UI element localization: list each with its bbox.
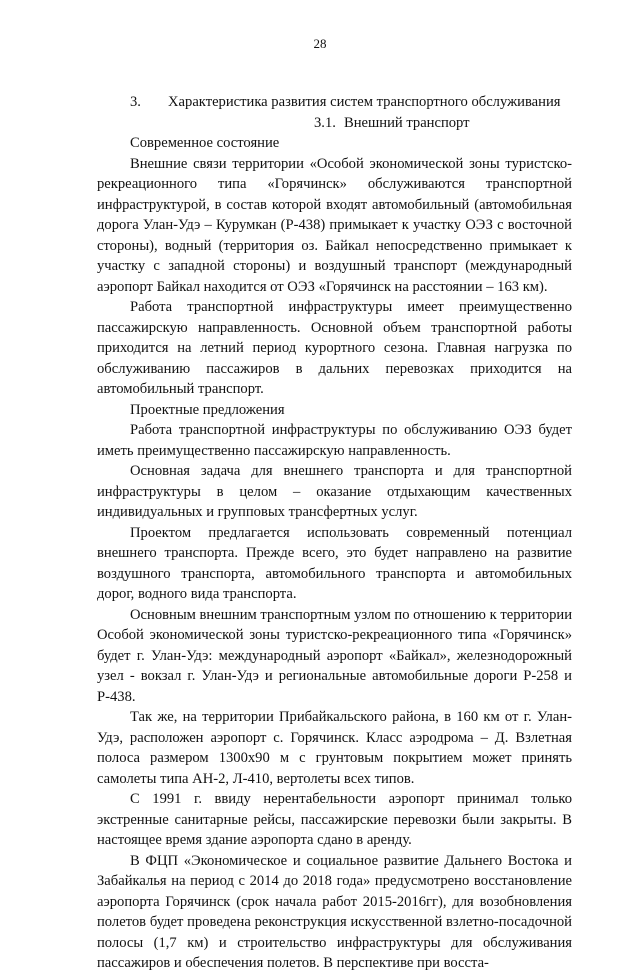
paragraph: С 1991 г. ввиду нерентабельности аэропорт принимал только экстренные санитарные рейсы, пассажирские перевозки были закрыты. В настоящее время здание аэропорта сдано в аренду. xyxy=(97,791,572,848)
paragraph: Работа транспортной инфраструктуры имеет преимущественно пассажирскую направленность. Основной объем транспортной работы приходится на летний период курортного сезона. Главная нагрузка по обслуживанию пассажиров в дальних перевозках приходится на автомобильный транспорт. xyxy=(97,299,572,397)
paragraph: Так же, на территории Прибайкальского района, в 160 км от г. Улан-Удэ, расположен аэропорт с. Горячинск. Класс аэродрома – Д. Взлетная полоса размером 1300х90 м с грунтовым покрытием может принять самолеты типа АН-2, Л-410, вертолеты всех типов. xyxy=(97,709,572,787)
current-state-heading: Современное состояние xyxy=(130,135,280,151)
paragraph: Основная задача для внешнего транспорта и для транспортной инфраструктуры в целом – оказание отдыхающим качественных индивидуальных и групповых трансфертных услуг. xyxy=(97,463,572,520)
paragraph: Основным внешним транспортным узлом по отношению к территории Особой экономической зоны туристско-рекреационного типа «Горячинск» будет г. Улан-Удэ: международный аэропорт «Байкал», железнодорожный узел - вокзал г. Улан-Удэ и региональные автомобильные дороги Р-258 и Р-438. xyxy=(97,606,573,705)
subsection-number: 3.1. xyxy=(314,114,336,131)
subsection-heading xyxy=(97,113,572,134)
subsection-title: Внешний транспорт xyxy=(344,114,470,131)
paragraph: Проектом предлагается использовать современный потенциал внешнего транспорта. Прежде всего, это будет направлено на развитие воздушного транспорта, автомобильного транспорта и автомобильных дорог, водного вида транспорта. xyxy=(97,524,572,602)
section-heading xyxy=(97,92,572,113)
paragraph: Работа транспортной инфраструктуры по обслуживанию ОЭЗ будет иметь преимущественно пассажирскую направленность. xyxy=(97,422,572,459)
paragraph: Внешние связи территории «Особой экономической зоны туристско-рекреационного типа «Горячинск» обслуживаются транспортной инфраструктурой, в состав которой входят автомобильный (автомобильная дорога Улан-Удэ – Курумкан (Р-438) примыкает к участку ОЭЗ с восточной стороны), водный (территория оз. Байкал непосредственно примыкает к участку с западной стороны) и воздушный транспорт (международный аэропорт Байкал находится от ОЭЗ «Горячинск на расстоянии – 163 км). xyxy=(97,155,572,295)
page-number: 28 xyxy=(313,36,327,51)
section-title: Характеристика развития систем транспортного обслуживания xyxy=(168,94,561,110)
paragraph: В ФЦП «Экономическое и социальное развитие Дальнего Востока и Забайкалья на период с 2014 до 2018 года» предусмотрено восстановление аэропорта Горячинск (срок начала работ 2015-2016гг), для возобновления полетов будет проведена реконструкция искусственной взлетно-посадочной полосы (1,7 км) и строительство инфраструктуры для обслуживания пассажиров и обеспечения полетов. В перспективе при восста- xyxy=(97,852,572,971)
section-number: 3. xyxy=(130,94,141,110)
document-body xyxy=(97,92,572,974)
proposals-heading: Проектные предложения xyxy=(130,401,285,418)
